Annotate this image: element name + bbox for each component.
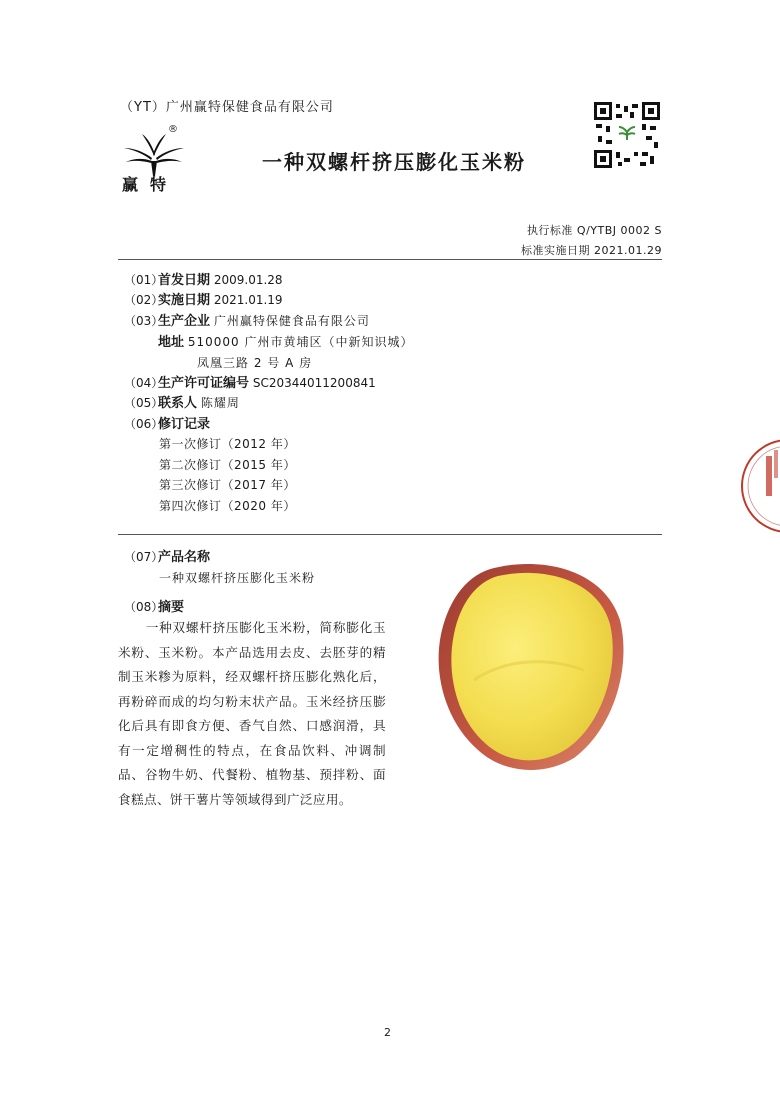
revision-item: 第四次修订（2020 年） [159,499,296,513]
abstract-heading: （08）摘要 [124,600,185,615]
revision-item: 第三次修订（2017 年） [159,478,296,492]
company-header: （YT）广州赢特保健食品有限公司 [120,100,334,115]
field-first-date: （01）首发日期 2009.01.28 [124,273,283,288]
divider-top [118,259,662,260]
revision-item: 第二次修订（2015 年） [159,458,296,472]
qr-code-icon [594,102,660,168]
standard-date: 标准实施日期 2021.01.29 [521,244,662,257]
product-photo [434,560,628,774]
page-number: 2 [384,1026,391,1039]
field-contact: （05）联系人 陈耀周 [124,396,240,411]
field-manufacturer: （03）生产企业 广州赢特保健食品有限公司 [124,314,370,329]
product-name-heading: （07）产品名称 [124,550,211,565]
abstract-text: 一种双螺杆挤压膨化玉米粉，简称膨化玉米粉、玉米粉。本产品选用去皮、去胚芽的精制玉米糁为原料，经双螺杆挤压膨化熟化后，再粉碎而成的均匀粉末状产品。玉米经挤压膨化后具有即食方便、香气自然、口感润滑，具有一定增稠性的特点，在食品饮料、冲调制品、谷物牛奶、代餐粉、植物基、预拌粉、面食糕点、饼干薯片等领域得到广泛应用。 [118,620,386,807]
logo-text: 赢特 [122,175,179,194]
field-address: 地址 510000 广州市黄埔区（中新知识城） [158,335,414,350]
registered-mark: ® [168,124,178,135]
product-name: 一种双螺杆挤压膨化玉米粉 [159,571,316,585]
field-effective-date: （02）实施日期 2021.01.19 [124,293,283,308]
field-license: （04）生产许可证编号 SC20344011200841 [124,376,376,391]
standard-number: 执行标准 Q/YTBJ 0002 S [526,224,662,237]
field-revision-record: （06）修订记录 [124,417,211,432]
field-address-line2: 凤凰三路 2 号 A 房 [197,356,313,370]
brand-logo [118,124,190,194]
red-seal-stamp [740,436,780,536]
revision-item: 第一次修订（2012 年） [159,437,296,451]
divider-bottom [118,534,662,535]
document-title: 一种双螺杆挤压膨化玉米粉 [262,150,526,174]
